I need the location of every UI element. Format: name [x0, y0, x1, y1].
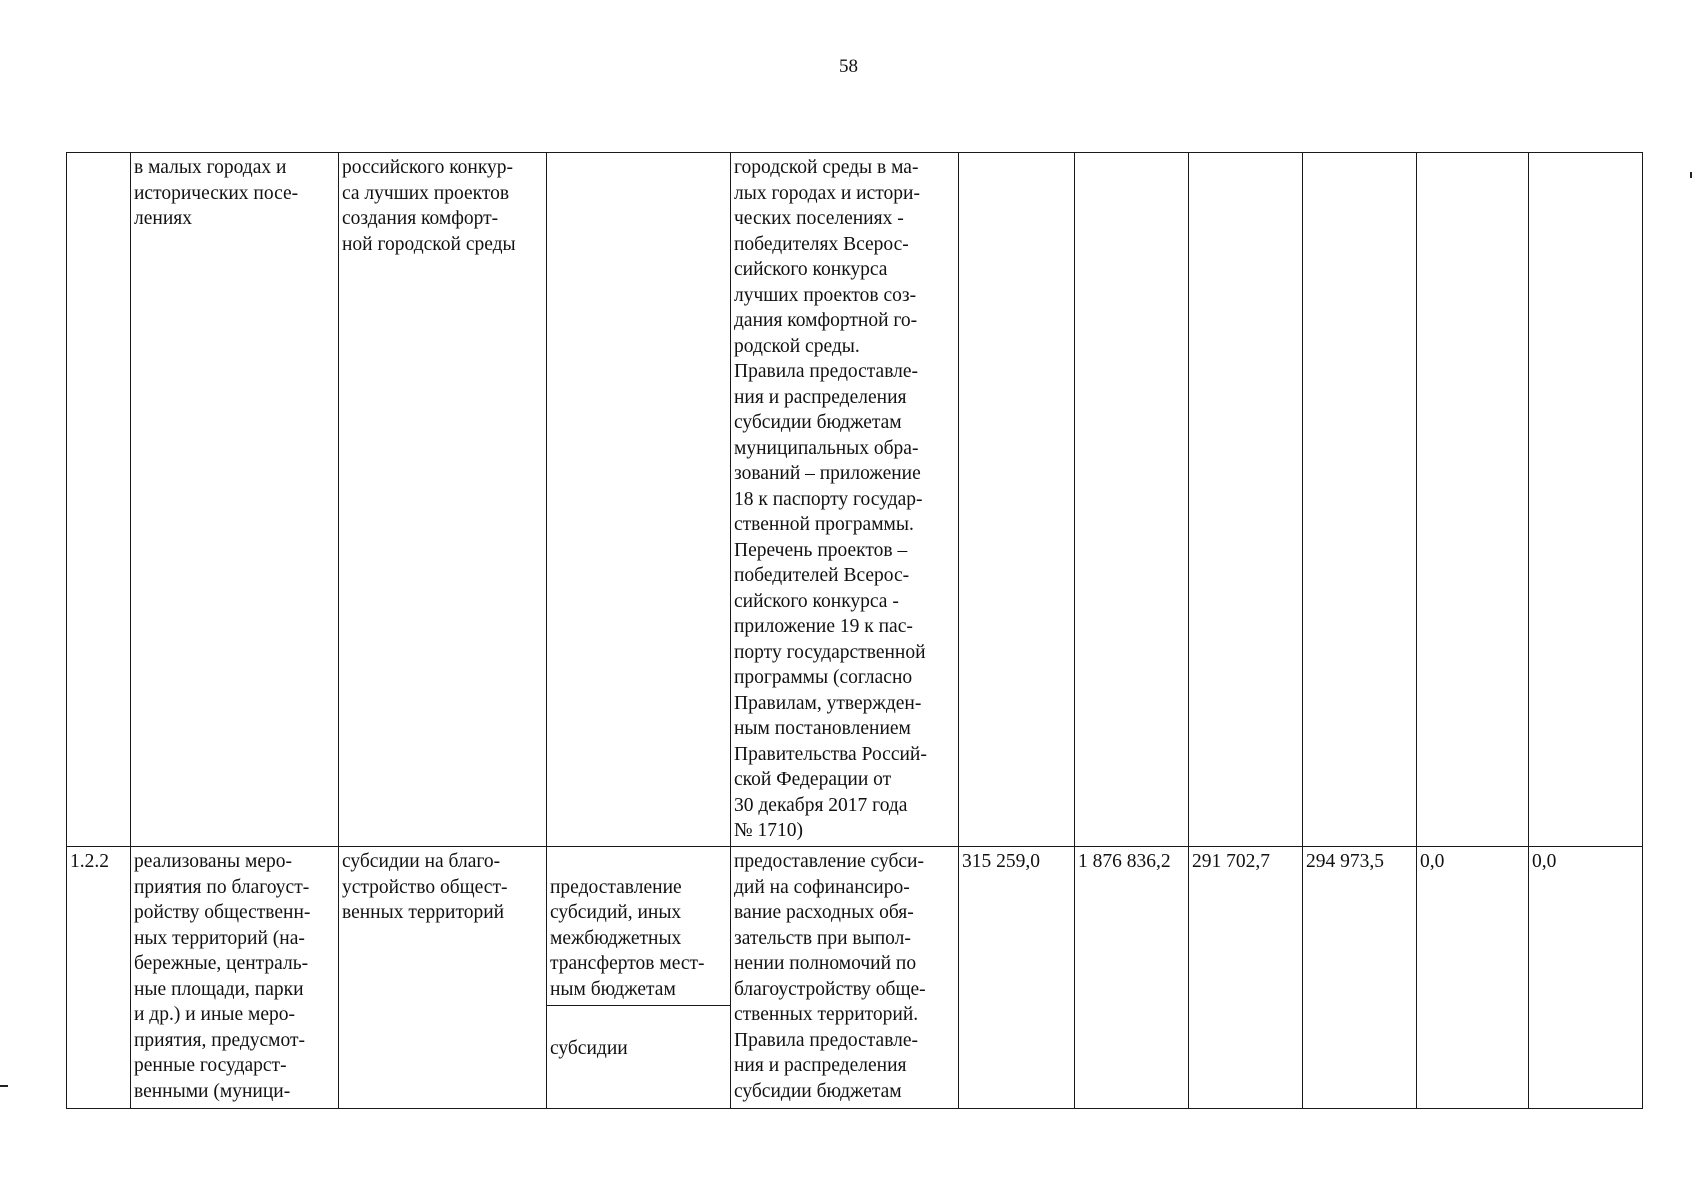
table-row-1-2-2: [67, 847, 1643, 1109]
cell-result: в малых городах и исторических посе- лениях: [131, 153, 339, 847]
cell-value-5: [1417, 153, 1529, 847]
cell-event: российского конкур- са лучших проектов создания комфорт- ной городской среды: [339, 153, 547, 847]
cell-characteristic: [547, 847, 731, 1109]
cell-value-4: [1303, 153, 1417, 847]
cell-value-5: 0,0: [1417, 847, 1529, 1109]
cell-event: субсидии на благо- устройство общест- венных территорий: [339, 847, 547, 1109]
cell-number: 1.2.2: [67, 847, 131, 1109]
cell-value-3: [1189, 153, 1303, 847]
scan-edge-mark-right: [1690, 172, 1692, 178]
cell-characteristic: [547, 153, 731, 847]
cell-value-4: 294 973,5: [1303, 847, 1417, 1109]
program-table: [66, 152, 1643, 1109]
cell-value-2: [1075, 153, 1189, 847]
cell-value-6: 0,0: [1529, 847, 1643, 1109]
cell-value-1: 315 259,0: [959, 847, 1075, 1109]
cell-value-6: [1529, 153, 1643, 847]
cell-result: реализованы меро- приятия по благоуст- ройству общественн- ных территорий (на- бережные, централь- ные площади, парки и др.) и иные меро- приятия, предусмот- ренные государст- венными (муници-: [131, 847, 339, 1109]
table-row-continued: [67, 153, 1643, 847]
page-number: 58: [839, 56, 858, 77]
cell-value-3: 291 702,7: [1189, 847, 1303, 1109]
cell-number: [67, 153, 131, 847]
cell-value-2: 1 876 836,2: [1075, 847, 1189, 1109]
cell-characteristic-top: предоставление субсидий, иных межбюджетных трансфертов мест- ным бюджетам: [547, 873, 730, 1007]
cell-characteristic-bottom: субсидии: [550, 1037, 628, 1059]
scan-edge-mark-left: [0, 1085, 8, 1087]
cell-description: городской среды в ма- лых городах и истори- ческих поселениях - победителях Всерос- сийского конкурса лучших проектов соз- дания комфортной го- родской среды. Правила предоставле- ния и распределения субсидии бюджетам муниципальных обра- зований – приложение 18 к паспорту государ- ственной программы. Перечень проектов – победителей Всерос- сийского конкурса - приложение 19 к пас- порту государственной программы (согласно Правилам, утвержден- ным постановлением Правительства Россий- ской Федерации от 30 декабря 2017 года № 1710): [731, 153, 959, 847]
cell-description: предоставление субси- дий на софинансиро- вание расходных обя- зательств при выпол- нении полномочий по благоустройству обще- ственных территорий. Правила предоставле- ния и распределения субсидии бюджетам: [731, 847, 959, 1109]
cell-value-1: [959, 153, 1075, 847]
